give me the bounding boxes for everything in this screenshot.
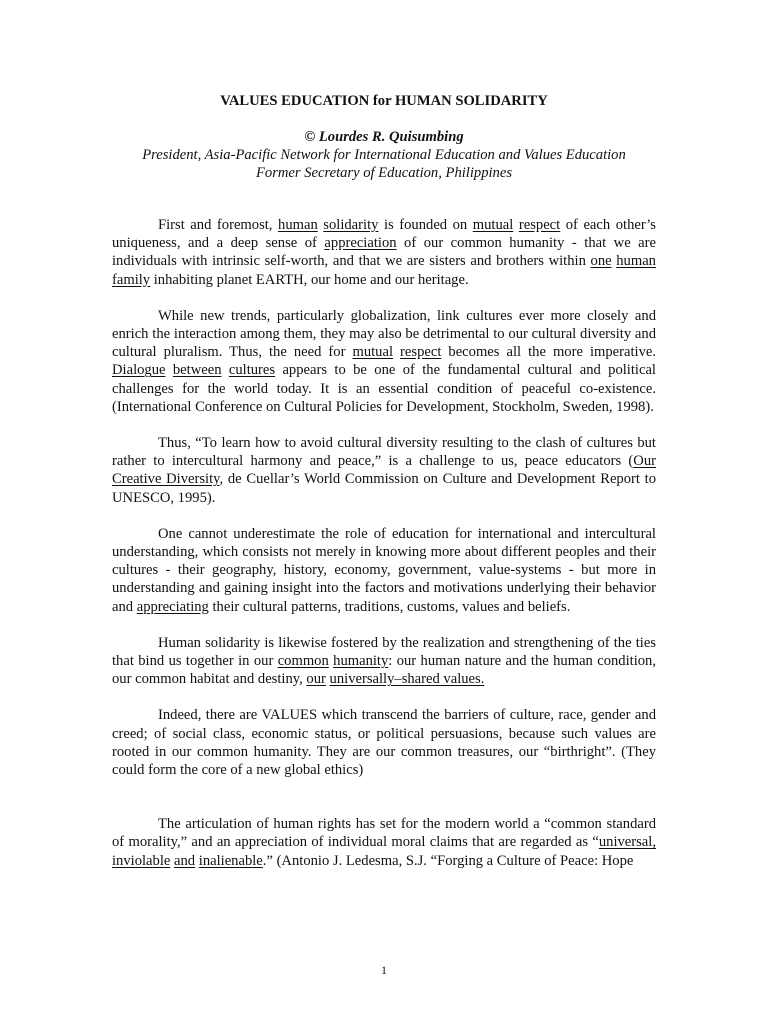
paragraph-text: of our common humanity - that we are individuals with intrinsic self-worth, and that we are sisters and brothers within xyxy=(112,235,656,270)
underlined-text: inviolable xyxy=(112,852,171,869)
underlined-text: one xyxy=(590,253,612,270)
paragraph-text: becomes all the more imperative. xyxy=(441,344,657,361)
underlined-text: respect xyxy=(518,217,561,233)
paragraph-text: appears to be one of the fundamental cultural and political challenges for the world today. It is an essential condition of peaceful co-existence. (International Conference on Cultural Policies for Development, Stockholm, Sweden, 1998). xyxy=(112,362,656,415)
paragraph-text: inhabiting planet EARTH, our home and our heritage. xyxy=(150,271,469,288)
underlined-text: our xyxy=(306,671,326,688)
paragraph-text xyxy=(166,362,173,378)
underlined-text: humanity xyxy=(333,653,389,670)
underlined-text: common xyxy=(277,653,329,670)
paragraph-text: of each other’s uniqueness, and a deep sense of xyxy=(112,217,656,252)
paragraph-text: Human solidarity is likewise fostered by the realization and strengthening of the ties that bind us together in our xyxy=(112,634,656,670)
paragraph-text: While new trends, particularly globalization, link cultures ever more closely and enrich the interaction among them, they may also be detrimental to our cultural diversity and cultural pluralism. Thus, the need for xyxy=(112,307,656,361)
underlined-text: between xyxy=(172,362,222,379)
paragraph xyxy=(112,525,656,616)
page-number: 1 xyxy=(381,963,387,977)
underlined-text: mutual xyxy=(472,217,514,233)
underlined-text: human xyxy=(616,253,656,270)
paragraph-text: : our human nature and the human condition, our common habitat and destiny, xyxy=(112,653,656,688)
underlined-text: human xyxy=(278,217,318,233)
underlined-text: appreciating xyxy=(136,598,209,615)
paragraph-text xyxy=(393,344,400,360)
paragraph-text xyxy=(222,362,229,378)
underlined-text: Dialogue xyxy=(112,362,166,379)
paragraph xyxy=(112,706,656,779)
author-line: © Lourdes R. Quisumbing xyxy=(304,129,464,145)
paragraph xyxy=(112,634,656,689)
paragraph-text: is founded on xyxy=(378,217,473,233)
underlined-text: mutual xyxy=(352,344,394,361)
paragraph-text: One cannot underestimate the role of education for international and intercultural understanding, which consists not merely in knowing more about different peoples and their cultures - their geography, history, economy, government, value-systems - but more in understanding and gaining insight into the factors and motivations underlying their behavior and xyxy=(112,525,656,615)
underlined-text: family xyxy=(112,271,151,288)
document-title: VALUES EDUCATION for HUMAN SOLIDARITY xyxy=(220,93,548,109)
paragraph-text: .” (Antonio J. Ledesma, S.J. “Forging a Culture of Peace: Hope xyxy=(262,852,634,869)
author-role-1: President, Asia-Pacific Network for International Education and Values Education xyxy=(142,147,626,163)
underlined-text: Our Creative Diversity xyxy=(112,453,656,488)
underlined-text: solidarity xyxy=(323,217,379,233)
underlined-text: appreciation xyxy=(324,235,397,252)
paragraph-text: First and foremost, xyxy=(158,217,279,233)
underlined-text: respect xyxy=(400,344,442,361)
paragraph xyxy=(112,216,656,289)
paragraph xyxy=(112,815,656,870)
paragraph-text: , de Cuellar’s World Commission on Culture and Development Report to UNESCO, 1995). xyxy=(112,471,656,506)
document-body xyxy=(112,216,656,888)
paragraph-text: Indeed, there are VALUES which transcend the barriers of culture, race, gender and creed; of social class, economic status, or political persuasions, because such values are rooted in our common humanity. They are our common treasures, our “birthright”. (They could form the core of a new global ethics) xyxy=(112,707,656,779)
paragraph-text: Thus, “To learn how to avoid cultural diversity resulting to the clash of cultures but rather to intercultural harmony and peace,” is a challenge to us, peace educators ( xyxy=(112,435,656,470)
underlined-text: universal, xyxy=(598,834,656,851)
author-role-2: Former Secretary of Education, Philippines xyxy=(255,165,513,181)
underlined-text: inalienable xyxy=(198,852,263,869)
paragraph-text: The articulation of human rights has set for the modern world a “common standard of morality,” and an appreciation of individual moral claims that are regarded as “ xyxy=(112,816,656,851)
paragraph-text: their cultural patterns, traditions, customs, values and beliefs. xyxy=(208,598,571,615)
paragraph xyxy=(112,434,656,507)
underlined-text: and xyxy=(174,852,196,869)
paragraph xyxy=(112,307,656,416)
document-header xyxy=(0,92,768,182)
underlined-text: universally–shared values. xyxy=(329,671,485,688)
underlined-text: cultures xyxy=(228,362,276,379)
